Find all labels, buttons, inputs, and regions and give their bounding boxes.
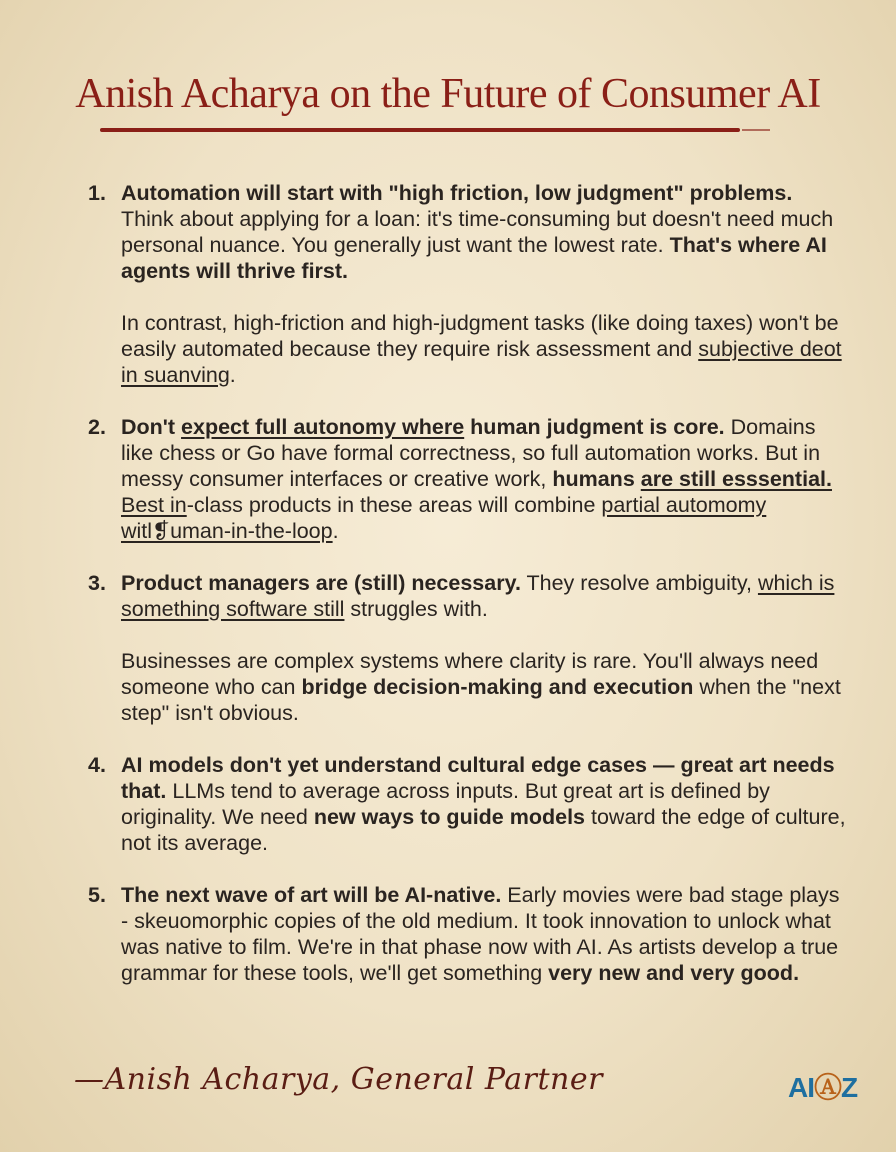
bold-text: Product managers are (still) necessary. bbox=[121, 571, 521, 595]
body-text: In contrast, high-friction and high-judgment tasks (like doing taxes) won't be easily automated because they require risk assessment and bbox=[121, 311, 839, 361]
underlined-text: which is something software still bbox=[121, 571, 835, 621]
logo-part: Ⓐ bbox=[814, 1072, 842, 1103]
item-paragraph bbox=[121, 648, 848, 726]
item-paragraph bbox=[121, 414, 848, 544]
underlined-text: subjective deot in suanving bbox=[121, 337, 842, 387]
bold-text: The next wave of art will be AI-native. bbox=[121, 883, 502, 907]
item-number: 4. bbox=[88, 753, 106, 777]
body-text: when the "next step" isn't obvious. bbox=[121, 675, 841, 725]
bold-text: human judgment is core. bbox=[464, 415, 725, 439]
underlined-text: partial automomy witl❡uman-in-the-loop bbox=[121, 493, 767, 543]
takeaways-list bbox=[88, 180, 848, 986]
body-text: . bbox=[229, 363, 236, 387]
logo-part: AI bbox=[788, 1072, 814, 1103]
body-text: . bbox=[332, 519, 339, 543]
body-text: They resolve ambiguity, bbox=[520, 571, 758, 595]
a16z-logo bbox=[788, 1066, 857, 1106]
bold-underlined-text: expect full autonomy where bbox=[181, 415, 465, 439]
list-item bbox=[88, 570, 848, 726]
bold-underlined-text: are still esssential. bbox=[640, 467, 832, 491]
bold-text: Automation will start with "high friction, low judgment" problems. bbox=[121, 181, 793, 205]
body-text: struggles with. bbox=[344, 597, 488, 621]
list-item bbox=[88, 752, 848, 856]
body-text: LLMs tend to average across inputs. But great art is defined by originality. We need bbox=[121, 779, 770, 829]
list-item bbox=[88, 414, 848, 544]
bold-text: humans bbox=[552, 467, 641, 491]
item-paragraph bbox=[121, 180, 848, 284]
item-number: 2. bbox=[88, 415, 106, 439]
item-number: 3. bbox=[88, 571, 106, 595]
item-number: 1. bbox=[88, 181, 106, 205]
list-item bbox=[88, 882, 848, 986]
logo-part: Z bbox=[841, 1072, 858, 1103]
bold-text: AI models don't yet understand cultural edge cases — great art needs that. bbox=[121, 753, 835, 803]
item-paragraph bbox=[121, 752, 848, 856]
item-paragraph bbox=[121, 310, 848, 388]
signature: —Anish Acharya, General Partner bbox=[74, 1062, 603, 1097]
body-text: Early movies were bad stage plays - skeuomorphic copies of the old medium. It took innovation to unlock what was native to film. We're in that phase now with AI. As artists develop a true grammar for these tools, we'll get something bbox=[121, 883, 840, 985]
bold-text: very new and very good. bbox=[548, 961, 800, 985]
body-text: Domains like chess or Go have formal correctness, so full automation works. But in messy consumer interfaces or creative work, bbox=[121, 415, 821, 491]
bold-text: bridge decision-making and execution bbox=[301, 675, 694, 699]
bold-text: That's where AI agents will thrive first. bbox=[121, 233, 827, 283]
body-text: Businesses are complex systems where clarity is rare. You'll always need someone who can bbox=[121, 649, 819, 699]
list-item bbox=[88, 180, 848, 388]
bold-text: new ways to guide models bbox=[313, 805, 586, 829]
underlined-text: Best in bbox=[121, 493, 187, 517]
title-divider bbox=[100, 128, 740, 132]
bold-text: Don't bbox=[121, 415, 182, 439]
body-text: -class products in these areas will combine bbox=[186, 493, 602, 517]
page-title: Anish Acharya on the Future of Consumer AI bbox=[75, 71, 821, 117]
body-text: toward the edge of culture, not its average. bbox=[121, 805, 846, 855]
item-paragraph bbox=[121, 570, 848, 622]
item-paragraph bbox=[121, 882, 848, 986]
body-text: Think about applying for a loan: it's time-consuming but doesn't need much personal nuance. You generally just want the lowest rate. bbox=[121, 207, 834, 257]
title-divider-tail bbox=[742, 129, 770, 131]
item-number: 5. bbox=[88, 883, 106, 907]
